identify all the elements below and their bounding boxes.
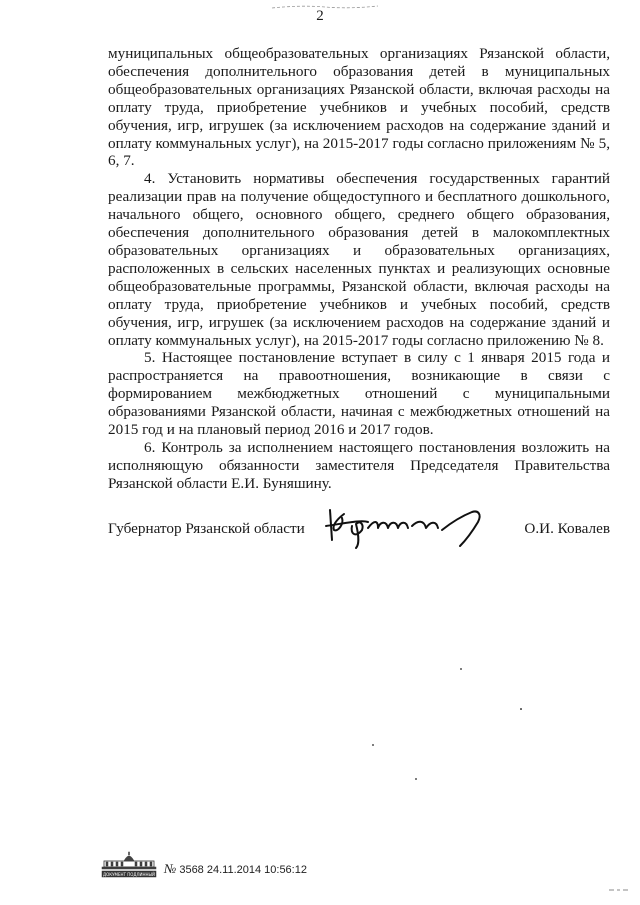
signatory-title: Губернатор Рязанской области bbox=[108, 520, 305, 537]
registration-stamp bbox=[164, 861, 307, 877]
document-body bbox=[108, 45, 610, 493]
registration-number-datetime: 3568 24.11.2014 10:56:12 bbox=[179, 864, 307, 876]
handwritten-signature bbox=[322, 500, 502, 550]
top-scribble-mark bbox=[270, 3, 380, 11]
logo-caption: ДОКУМЕНТ ПОДЛИННЫЙ bbox=[102, 872, 156, 877]
scan-speck bbox=[372, 744, 374, 746]
document-seal-logo bbox=[100, 851, 158, 879]
paragraph-item-6: 6. Контроль за исполнением настоящего постановления возложить на исполняющую обязанности заместителя Председателя Правительства Рязанской области Е.И. Буняшину. bbox=[108, 438, 610, 492]
paragraph-item-4: 4. Установить нормативы обеспечения государственных гарантий реализации прав на получение общедоступного и бесплатного дошкольного, начального общего, основного общего, среднего общего образования, обеспечения дополнительного образования детей в малокомплектных образовательных организациях и образовательных организациях, расположенных в сельских населенных пунктах и реализующих основные общеобразовательные программы, Рязанской области, включая расходы на оплату труда, приобретение учебников и учебных пособий, средств обучения, игр, игрушек (за исключением расходов на содержание зданий и оплату коммунальных услуг), на 2015-2017 годы согласно приложению № 8. bbox=[108, 170, 610, 349]
signatory-name: О.И. Ковалев bbox=[524, 520, 610, 537]
page-number: 2 bbox=[316, 8, 324, 24]
paragraph-item-5: 5. Настоящее постановление вступает в силу с 1 января 2015 года и распространяется на правоотношения, возникающие в связи с формированием межбюджетных отношений с муниципальными образованиями Рязанской области, начиная с межбюджетных отношений на 2015 год и на плановый период 2016 и 2017 годов. bbox=[108, 349, 610, 439]
paragraph-continuation: муниципальных общеобразовательных организациях Рязанской области, обеспечения дополнительного образования детей в муниципальных общеобразовательных организациях Рязанской области, включая расходы на оплату труда, приобретение учебников и учебных пособий, средств обучения, игр, игрушек (за исключением расходов на содержание зданий и оплату коммунальных услуг), на 2015-2017 годы согласно приложениям № 5, 6, 7. bbox=[108, 45, 610, 170]
edge-scan-mark bbox=[608, 886, 630, 894]
scan-speck bbox=[520, 708, 522, 710]
scan-speck bbox=[415, 778, 417, 780]
scan-speck bbox=[460, 668, 462, 670]
number-sign: № bbox=[164, 861, 177, 876]
